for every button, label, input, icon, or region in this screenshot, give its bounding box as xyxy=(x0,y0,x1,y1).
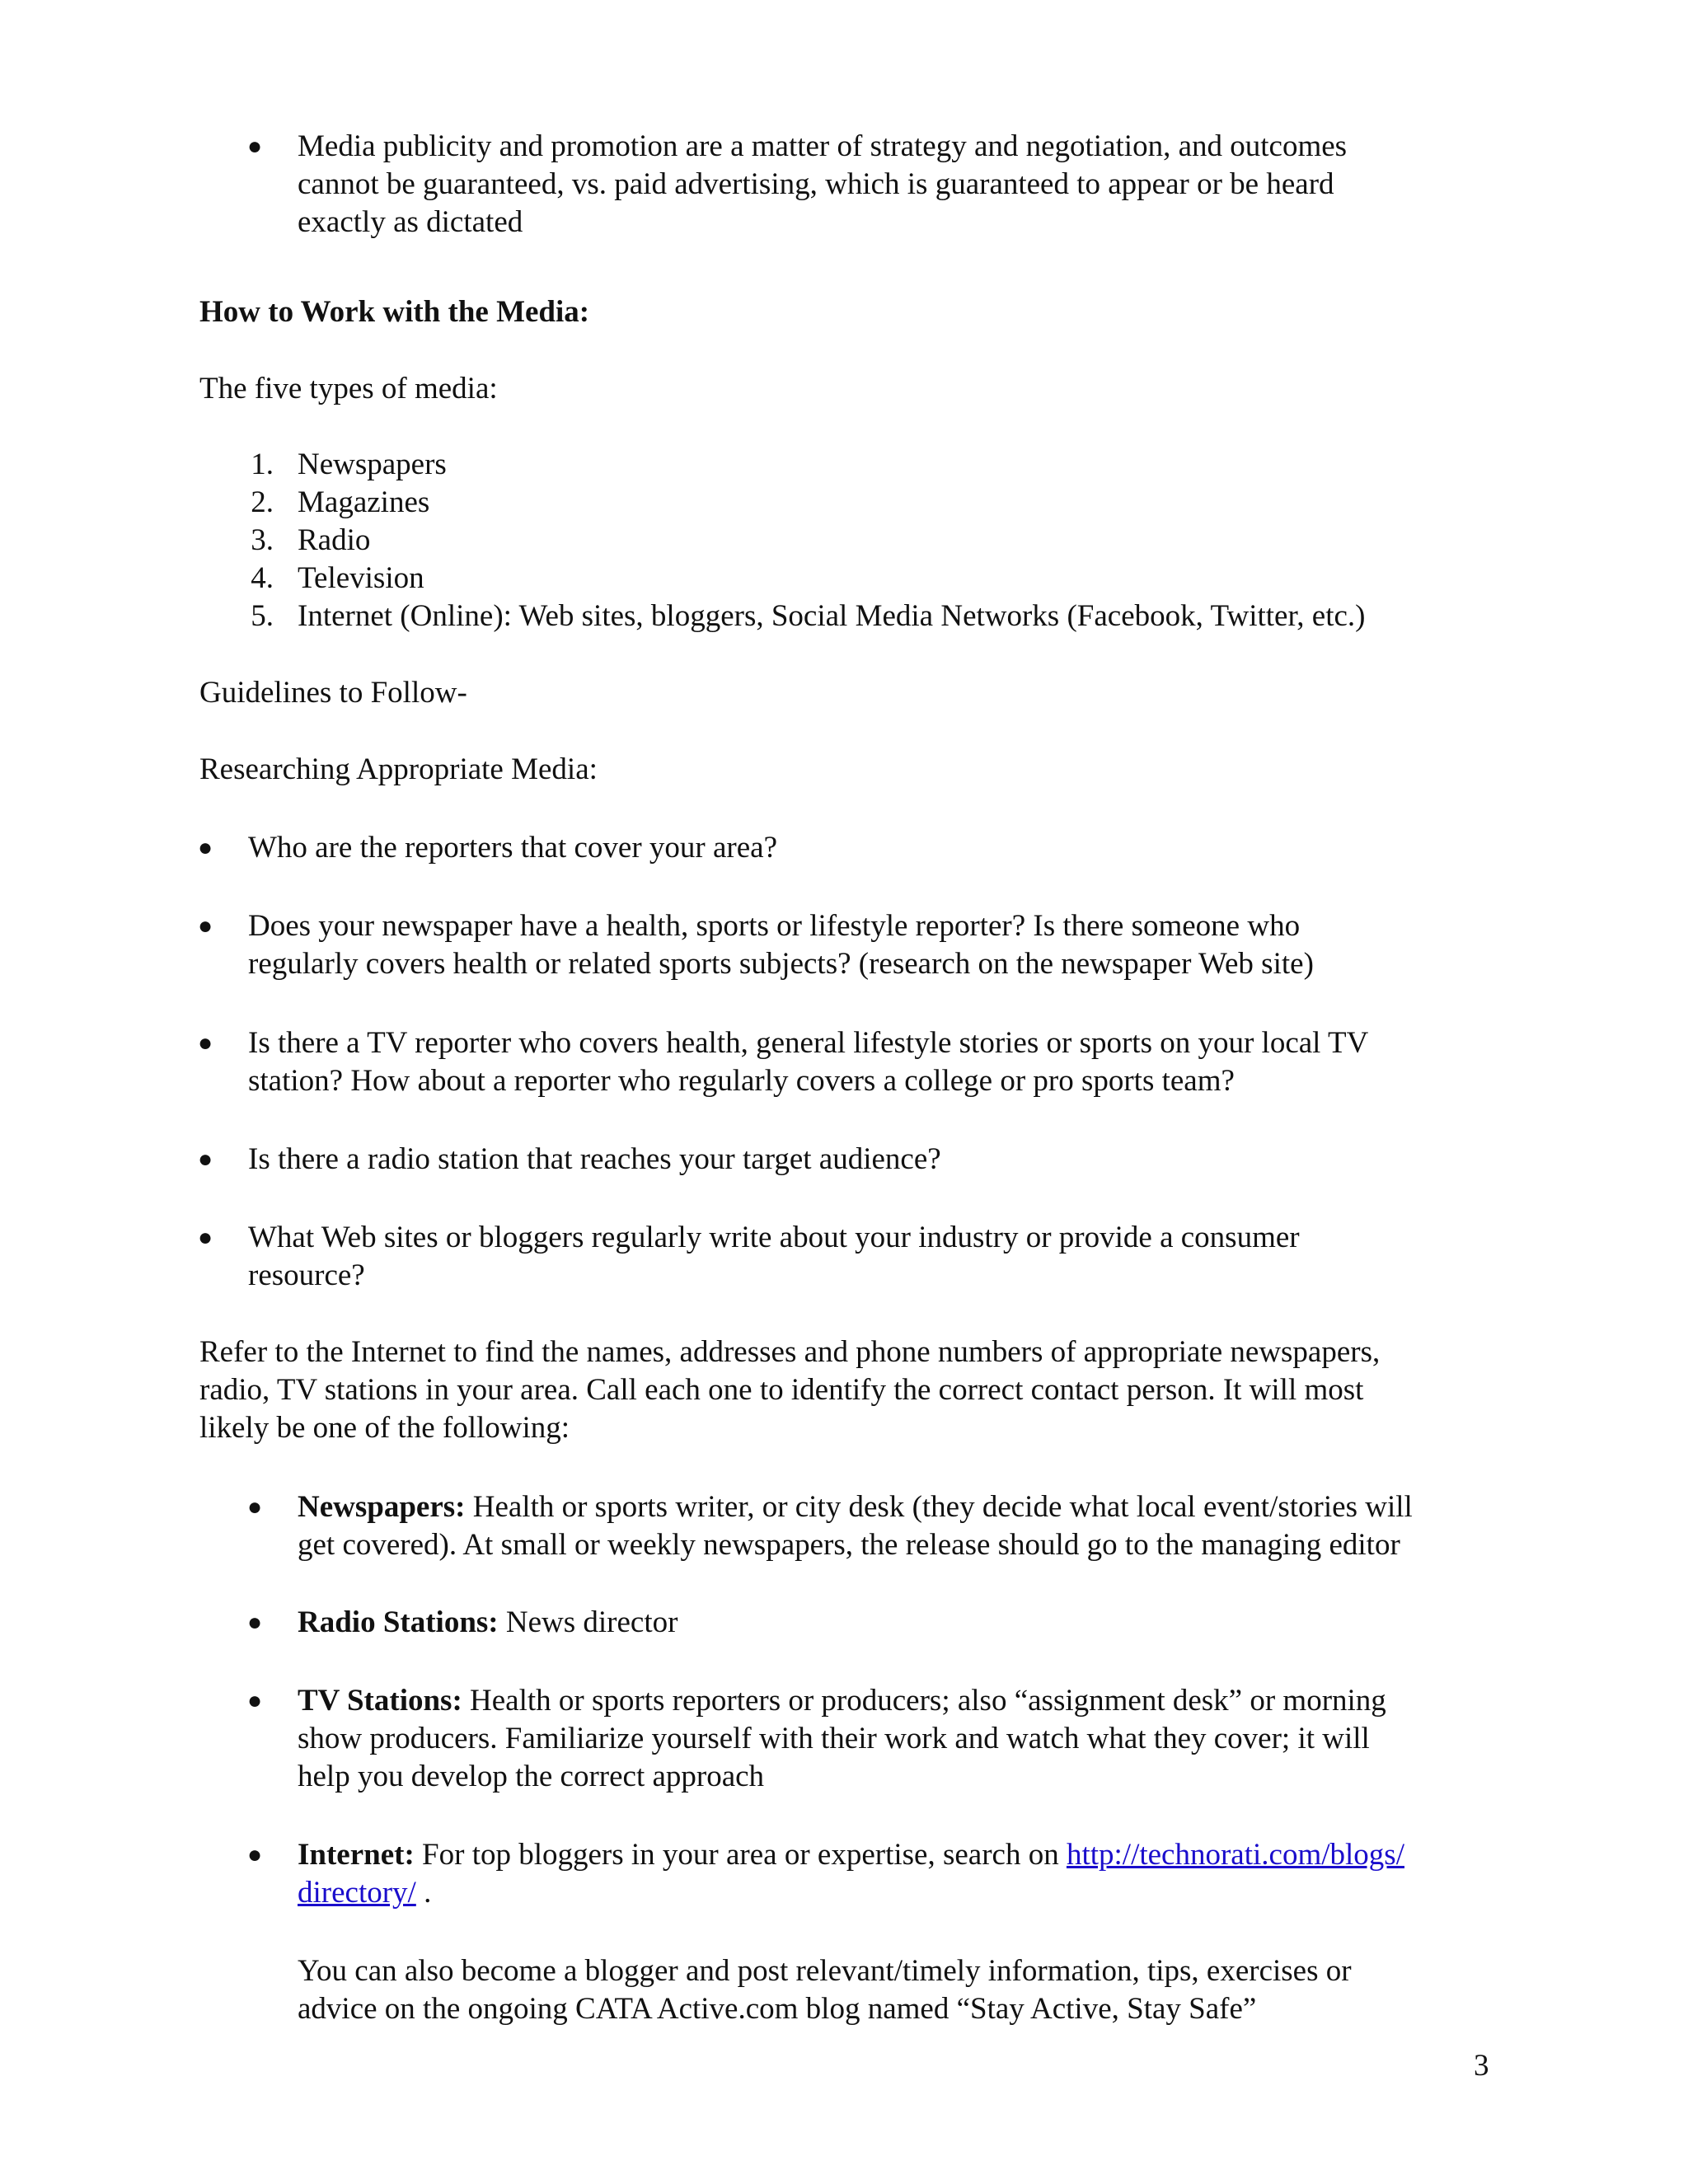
bullet-marker: ● xyxy=(247,1841,263,1868)
contact-newspapers xyxy=(298,1488,1413,1526)
research-bullet-5-line-2: resource? xyxy=(248,1258,365,1292)
contact-internet-after-link: . xyxy=(415,1876,432,1910)
contact-newspapers-line-2: get covered). At small or weekly newspapers, the release should go to the managing editor xyxy=(298,1528,1400,1562)
contact-newspapers-label: Newspapers: xyxy=(298,1490,466,1524)
blogger-paragraph-line-1: You can also become a blogger and post relevant/timely information, tips, exercises or xyxy=(298,1954,1352,1988)
research-label: Researching Appropriate Media: xyxy=(199,752,598,786)
contact-tv-line-3: help you develop the correct approach xyxy=(298,1760,765,1793)
research-bullet-3-line-2: station? How about a reporter who regularly covers a college or pro sports team? xyxy=(248,1064,1235,1098)
research-bullet-5-line-1: What Web sites or bloggers regularly write about your industry or provide a consumer xyxy=(248,1221,1300,1254)
bullet-marker: ● xyxy=(198,834,213,861)
intro-bullet-line-3: exactly as dictated xyxy=(298,205,523,239)
media-type-number: 5. xyxy=(251,599,274,633)
media-type-radio: Radio xyxy=(298,523,371,557)
media-type-number: 2. xyxy=(251,485,274,519)
contact-newspapers-text: Health or sports writer, or city desk (they decide what local event/stories will xyxy=(465,1490,1413,1524)
research-bullet-1-line-1: Who are the reporters that cover your area? xyxy=(248,831,778,865)
technorati-link[interactable]: http://technorati.com/blogs/ xyxy=(1066,1838,1404,1872)
contact-radio-label: Radio Stations: xyxy=(298,1605,499,1639)
refer-paragraph-line-1: Refer to the Internet to find the names, addresses and phone numbers of appropriate newspapers, xyxy=(199,1335,1381,1369)
media-type-number: 4. xyxy=(251,561,274,595)
media-type-newspapers: Newspapers xyxy=(298,448,447,481)
bullet-marker: ● xyxy=(198,1029,213,1057)
research-bullet-4-line-1: Is there a radio station that reaches your target audience? xyxy=(248,1142,941,1176)
media-type-magazines: Magazines xyxy=(298,485,430,519)
refer-paragraph-line-2: radio, TV stations in your area. Call each one to identify the correct contact person. It will most xyxy=(199,1373,1364,1407)
media-intro: The five types of media: xyxy=(199,372,498,405)
media-type-television: Television xyxy=(298,561,424,595)
contact-radio-text: News director xyxy=(498,1605,678,1639)
research-bullet-3-line-1: Is there a TV reporter who covers health, general lifestyle stories or sports on your local TV xyxy=(248,1026,1369,1060)
bullet-marker: ● xyxy=(247,133,263,160)
intro-bullet-line-2: cannot be guaranteed, vs. paid advertising, which is guaranteed to appear or be heard xyxy=(298,167,1334,201)
contact-internet xyxy=(298,1836,1404,1874)
bullet-marker: ● xyxy=(247,1687,263,1714)
guidelines-label: Guidelines to Follow- xyxy=(199,676,467,710)
contact-tv xyxy=(298,1682,1386,1720)
media-type-internet: Internet (Online): Web sites, bloggers, Social Media Networks (Facebook, Twitter, etc.) xyxy=(298,599,1366,633)
media-type-number: 1. xyxy=(251,448,274,481)
research-bullet-2-line-1: Does your newspaper have a health, sports or lifestyle reporter? Is there someone who xyxy=(248,909,1301,943)
blogger-paragraph-line-2: advice on the ongoing CATA Active.com blog named “Stay Active, Stay Safe” xyxy=(298,1992,1257,2026)
contact-internet-label: Internet: xyxy=(298,1838,415,1872)
section-heading: How to Work with the Media: xyxy=(199,295,590,329)
contact-tv-label: TV Stations: xyxy=(298,1684,462,1718)
bullet-marker: ● xyxy=(198,912,213,940)
contact-tv-line-2: show producers. Familiarize yourself with their work and watch what they cover; it will xyxy=(298,1722,1370,1755)
contact-tv-text: Health or sports reporters or producers; also “assignment desk” or morning xyxy=(462,1684,1386,1718)
bullet-marker: ● xyxy=(247,1609,263,1636)
bullet-marker: ● xyxy=(198,1146,213,1173)
technorati-link-continued[interactable]: directory/ xyxy=(298,1876,416,1910)
refer-paragraph-line-3: likely be one of the following: xyxy=(199,1411,570,1445)
bullet-marker: ● xyxy=(198,1224,213,1251)
contact-internet-line-2 xyxy=(298,1874,431,1912)
research-bullet-2-line-2: regularly covers health or related sports subjects? (research on the newspaper Web site) xyxy=(248,947,1314,981)
intro-bullet-line-1: Media publicity and promotion are a matter of strategy and negotiation, and outcomes xyxy=(298,129,1348,163)
page-number: 3 xyxy=(1474,2049,1489,2083)
bullet-marker: ● xyxy=(247,1493,263,1521)
media-type-number: 3. xyxy=(251,523,274,557)
contact-radio xyxy=(298,1604,678,1642)
contact-internet-text: For top bloggers in your area or expertise, search on xyxy=(414,1838,1067,1872)
